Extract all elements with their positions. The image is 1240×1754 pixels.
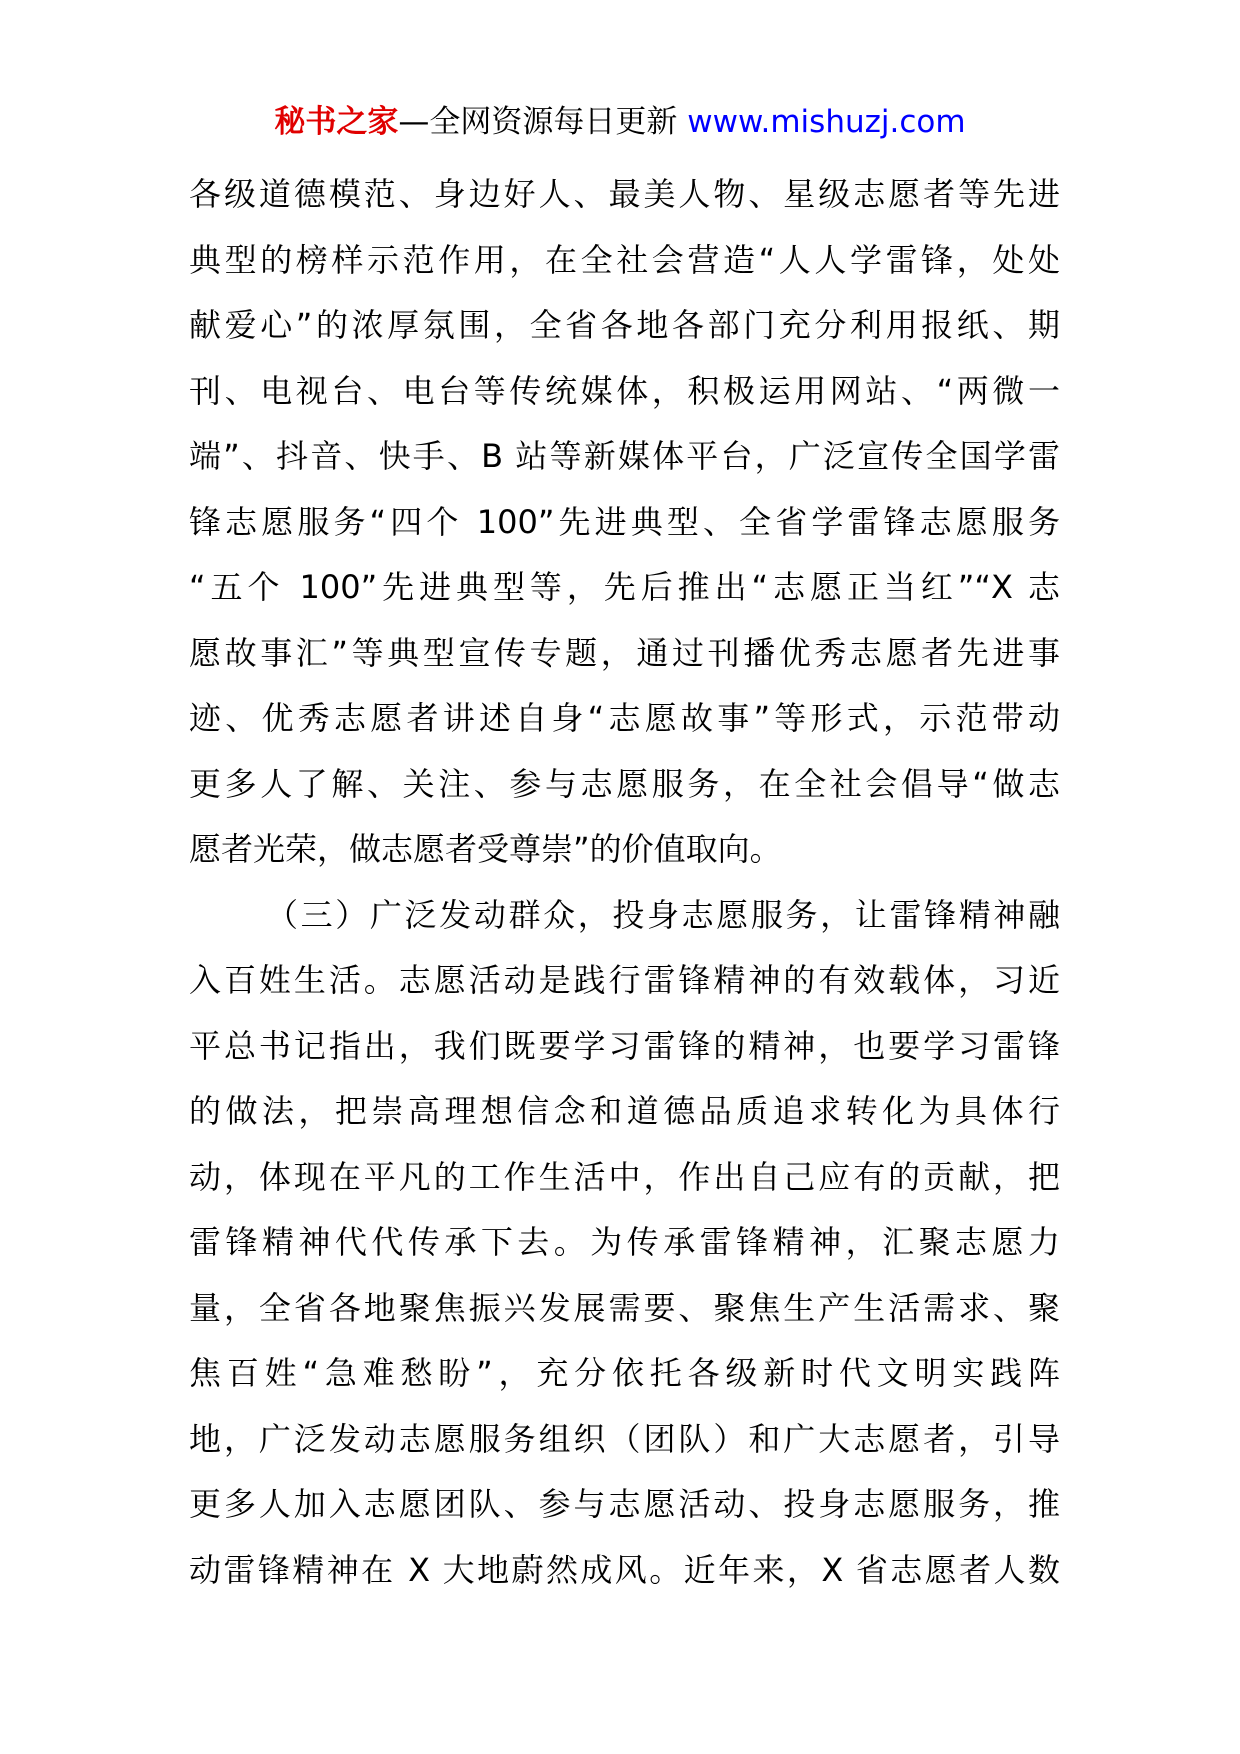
paragraph-1: [189, 162, 1060, 883]
text-line: 雷锋精神代代传承下去。为传承雷锋精神，汇聚志愿力: [189, 1223, 1060, 1261]
site-tagline: —全网资源每日更新: [398, 104, 688, 140]
text-line: 地，广泛发动志愿服务组织（团队）和广大志愿者，引导: [189, 1419, 1060, 1458]
text-line: 动，体现在平凡的工作生活中，作出自己应有的贡献，把: [189, 1157, 1060, 1196]
text-line: 愿故事汇”等典型宣传专题，通过刊播优秀志愿者先进事: [189, 633, 1060, 672]
document-body: [189, 162, 1060, 1603]
site-brand: 秘书之家: [274, 104, 399, 140]
text-line: 典型的榜样示范作用，在全社会营造“人人学雷锋，处处: [189, 240, 1060, 279]
text-line: 入百姓生活。志愿活动是践行雷锋精神的有效载体，习近: [189, 961, 1060, 999]
text-line: 焦百姓“急难愁盼”，充分依托各级新时代文明实践阵: [189, 1354, 1060, 1392]
text-line: 各级道德模范、身边好人、最美人物、星级志愿者等先进: [189, 175, 1060, 213]
text-line: 更多人加入志愿团队、参与志愿活动、投身志愿服务，推: [189, 1485, 1060, 1523]
text-line: 的做法，把崇高理想信念和道德品质追求转化为具体行: [189, 1092, 1060, 1130]
section-heading-line: （三）广泛发动群众，投身志愿服务，让雷锋精神融: [266, 895, 1060, 934]
site-header: [0, 100, 1240, 144]
text-line: “五个 100”先进典型等，先后推出“志愿正当红”“X 志: [189, 568, 1060, 606]
site-url[interactable]: www.mishuzj.com: [687, 104, 966, 140]
paragraph-2: [189, 883, 1060, 1604]
text-line: 献爱心”的浓厚氛围，全省各地各部门充分利用报纸、期: [189, 306, 1060, 344]
text-line: 平总书记指出，我们既要学习雷锋的精神，也要学习雷锋: [189, 1026, 1060, 1065]
text-line: 锋志愿服务“四个 100”先进典型、全省学雷锋志愿服务: [189, 502, 1060, 541]
text-line: 量，全省各地聚焦振兴发展需要、聚焦生产生活需求、聚: [189, 1288, 1060, 1327]
text-line: 更多人了解、关注、参与志愿服务，在全社会倡导“做志: [189, 764, 1060, 803]
text-line: 动雷锋精神在 X 大地蔚然成风。近年来，X 省志愿者人数: [189, 1550, 1060, 1589]
text-line: 愿者光荣，做志愿者受尊崇”的价值取向。: [189, 830, 782, 868]
text-line: 迹、优秀志愿者讲述自身“志愿故事”等形式，示范带动: [189, 699, 1060, 737]
text-line: 刊、电视台、电台等传统媒体，积极运用网站、“两微一: [189, 371, 1060, 410]
text-line: 端”、抖音、快手、B 站等新媒体平台，广泛宣传全国学雷: [189, 437, 1060, 475]
